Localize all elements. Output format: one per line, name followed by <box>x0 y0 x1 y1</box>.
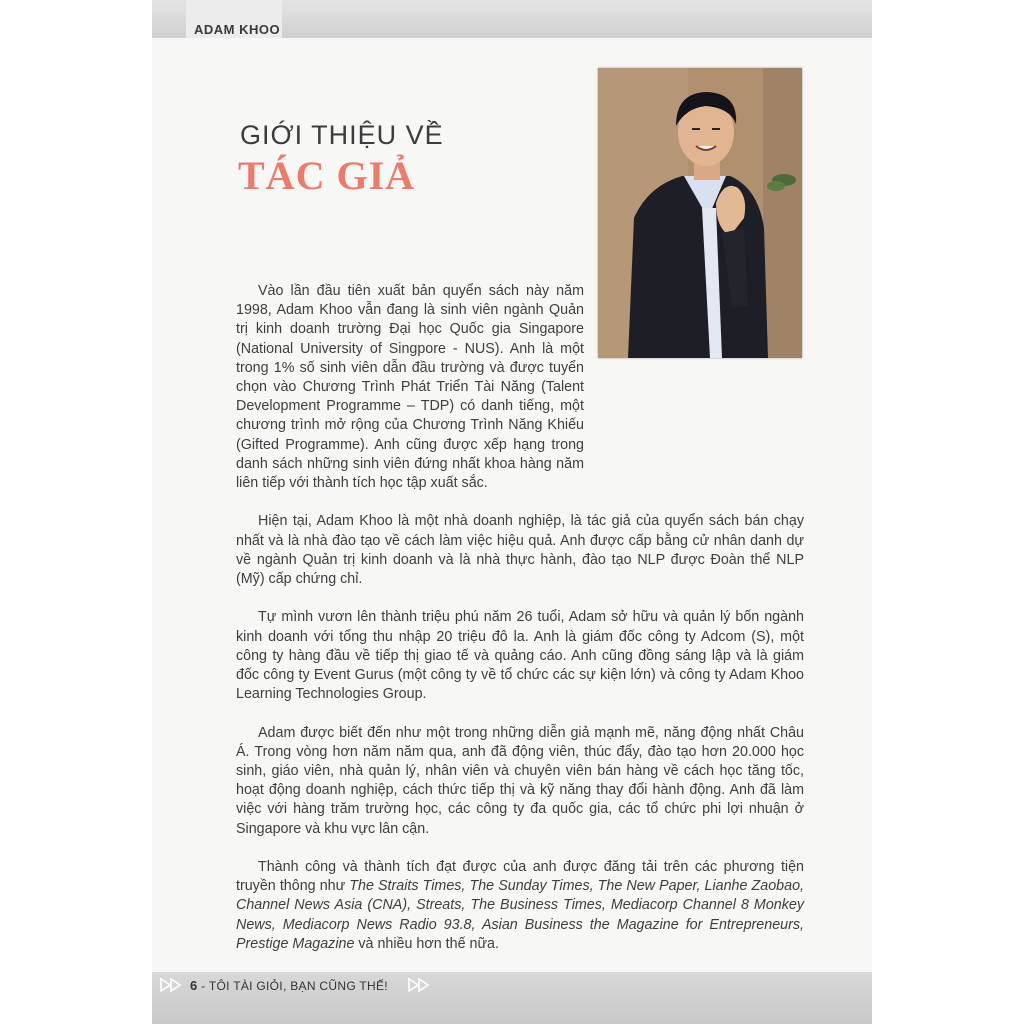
media-list: The Straits Times, The Sunday Times, The New Paper, Lianhe Zaobao, Channel News Asia (CNA), Streats, The Business Times, Mediacorp Channel 8 Monkey News, Mediacorp News Radio 93.8, Asian Business the Magazine for Entrepreneurs, Prestige Magazine <box>236 878 805 952</box>
running-header: ADAM KHOO <box>194 22 281 37</box>
book-page <box>152 0 872 1024</box>
section-title-line2: TÁC GIẢ <box>238 153 416 198</box>
book-title: TÔI TÀI GIỎI, BẠN CŨNG THẾ! <box>208 979 388 993</box>
double-play-arrow-icon <box>160 978 184 992</box>
biography-paragraph: Tự mình vươn lên thành triệu phú năm 26 tuổi, Adam sở hữu và quản lý bốn ngành kinh doanh với tổng thu nhập 20 triệu đô la. Anh là giám đốc công ty Adcom (S), một công ty hàng đầu về tiếp thị giao tế và quảng cáo. Anh cũng đồng sáng lập và là giám đốc công ty Event Gurus (một công ty về tổ chức các sự kiện lớn) và công ty Adam Khoo Learning Technologies Group. <box>236 609 804 703</box>
biography-paragraph: Vào lần đầu tiên xuất bản quyển sách này năm 1998, Adam Khoo vẫn đang là sinh viên ngành Quản trị kinh doanh trường Đại học Quốc gia Singapore (National University of Singpore - NUS). Anh là một trong 1% số sinh viên dẫn đầu trường và được tuyển chọn vào Chương Trình Phát Triển Tài Năng (Talent Development Programme – TDP) có danh tiếng, một chương trình mở rộng của Chương Trình Năng Khiếu (Gifted Programme). Anh cũng được xếp hạng trong danh sách những sinh viên đứng nhất khoa hàng năm liên tiếp với thành tích học tập xuất sắc. <box>236 283 584 492</box>
section-title-line1: GIỚI THIỆU VỀ <box>240 120 444 150</box>
biography-paragraph: Adam được biết đến như một trong những diễn giả mạnh mẽ, năng động nhất Châu Á. Trong vòng hơn năm năm qua, anh đã động viên, thúc đẩy, đào tạo hơn 20.000 học sinh, giáo viên, nhà quản lý, nhân viên và chuyên viên bán hàng về cách học tăng tốc, hoạt động doanh nghiệp, cách thức tiếp thị và kỹ năng thay đổi hành động. Anh đã làm việc với hàng trăm trường học, các công ty đa quốc gia, các tổ chức phi lợi nhuận ở Singapore và khu vực lân cận. <box>236 724 804 837</box>
biography-paragraph: Hiện tại, Adam Khoo là một nhà doanh nghiệp, là tác giả của quyển sách bán chạy nhất và là nhà đào tạo về cách làm việc hiệu quả. Anh được cấp bằng cử nhân danh dự về ngành Quản trị kinh doanh và là nhà thực hành, đào tạo NLP được Đoàn thể NLP (Mỹ) cấp chứng chỉ. <box>236 513 804 588</box>
media-paragraph: Thành công và thành tích đạt được của anh được đăng tải trên các phương tiện truyền thông như The Straits Times, The Sunday Times, The New Paper, Lianhe Zaobao, Channel News Asia (CNA), Streats, The Business Times, Mediacorp Channel 8 Monkey News, Mediacorp News Radio 93.8, Asian Business the Magazine for Entrepreneurs, Prestige Magazine và nhiều hơn thế nữa. <box>236 859 805 952</box>
footer-bar <box>152 972 872 1024</box>
footer-text: 6 - TÔI TÀI GIỎI, BẠN CŨNG THẾ! <box>190 978 388 993</box>
double-play-arrow-icon <box>408 978 432 992</box>
biography-text <box>236 282 804 973</box>
page-number: 6 <box>190 978 198 993</box>
header-bar <box>152 0 872 38</box>
